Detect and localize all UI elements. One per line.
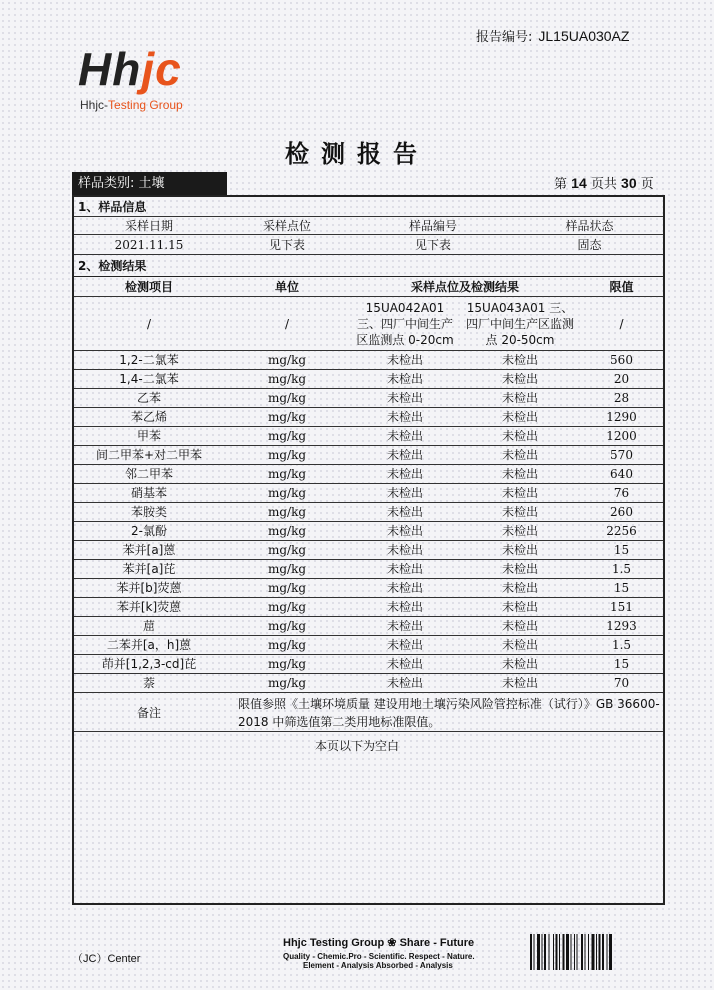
cell-unit: mg/kg	[267, 467, 307, 481]
cell-limit: 76	[613, 486, 630, 500]
cell-item: 苯胺类	[130, 505, 167, 519]
header-cell: 检测项目	[124, 279, 173, 294]
cell-limit: 640	[610, 467, 633, 481]
logo-jc: jc	[141, 43, 182, 95]
cell-item: 间二甲苯+对二甲苯	[95, 448, 203, 462]
cell-item: 䓛	[142, 619, 155, 633]
table-row	[74, 598, 663, 617]
cell-unit: mg/kg	[267, 562, 307, 576]
cell-r1: 未检出	[386, 486, 423, 500]
cell-r1: 未检出	[386, 429, 423, 443]
cell-limit: 260	[610, 505, 633, 519]
cell-r1: 未检出	[386, 372, 423, 386]
cell-item: 硝基苯	[130, 486, 167, 500]
page-mid: 页共	[590, 177, 617, 192]
cell-limit: 2256	[606, 524, 637, 538]
page-total: 30	[621, 175, 637, 191]
cell-r1: 未检出	[386, 619, 423, 633]
section-results	[74, 255, 663, 277]
subheader-cell: /	[619, 316, 624, 331]
cell-r1: 未检出	[386, 467, 423, 481]
cell-r1: 未检出	[386, 638, 423, 652]
cell-r1: 未检出	[386, 600, 423, 614]
report-number	[476, 26, 629, 45]
cell-unit: mg/kg	[267, 448, 307, 462]
cell-item: 苯并[a]芘	[122, 562, 176, 576]
page-title: 检测报告	[285, 140, 429, 168]
section-title: 1、样品信息	[78, 200, 147, 214]
note-label: 备注	[136, 705, 161, 720]
results-header-row	[74, 277, 663, 297]
cell-unit: mg/kg	[267, 391, 307, 405]
cell-r2: 未检出	[501, 543, 538, 557]
page-suffix: 页	[640, 177, 654, 192]
cell-r1: 未检出	[386, 353, 423, 367]
header-cell: 采样日期	[124, 218, 173, 233]
cell-r2: 未检出	[501, 505, 538, 519]
table-row	[74, 465, 663, 484]
header-cell: 单位	[274, 279, 299, 294]
cell-r1: 未检出	[386, 448, 423, 462]
table-row	[74, 408, 663, 427]
cell-unit: mg/kg	[267, 410, 307, 424]
table-row	[74, 655, 663, 674]
logo-sub-b: Testing Group	[108, 98, 183, 112]
cell-unit: mg/kg	[267, 657, 307, 671]
sample-info-header-row	[74, 217, 663, 235]
cell-limit: 1293	[606, 619, 637, 633]
table-row	[74, 560, 663, 579]
cell-r2: 未检出	[501, 581, 538, 595]
page-current: 14	[571, 175, 587, 191]
cell-unit: mg/kg	[267, 372, 307, 386]
table-row	[74, 522, 663, 541]
cell-limit: 151	[610, 600, 633, 614]
cell-unit: mg/kg	[267, 353, 307, 367]
cell-r1: 未检出	[386, 391, 423, 405]
subheader-cell: 15UA043A01 三、四厂中间生产区监测点 20-50cm	[466, 300, 575, 347]
table-row	[74, 427, 663, 446]
footer-brand: Hhjc Testing Group ❀ Share - Future	[283, 937, 475, 949]
cell-limit: 70	[613, 676, 630, 690]
table-row	[74, 674, 663, 693]
logo-subtitle	[80, 98, 183, 112]
logo-sub-a: Hhjc-	[80, 98, 109, 112]
sample-info-value-row	[74, 235, 663, 255]
company-logo	[78, 43, 182, 95]
table-row	[74, 541, 663, 560]
sample-category: 样品类别: 土壤	[72, 172, 227, 195]
cell-r1: 未检出	[386, 581, 423, 595]
footer-tagline-2: Element - Analysis Absorbed - Analysis	[303, 961, 453, 970]
cell-unit: mg/kg	[267, 505, 307, 519]
cell-r2: 未检出	[501, 429, 538, 443]
cell-r2: 未检出	[501, 638, 538, 652]
cell-r2: 未检出	[501, 467, 538, 481]
header-cell: 采样点位	[262, 218, 311, 233]
subheader-cell: /	[146, 316, 152, 331]
cell-r2: 未检出	[501, 391, 538, 405]
cell-limit: 1200	[606, 429, 637, 443]
cell-unit: mg/kg	[267, 486, 307, 500]
table-row	[74, 389, 663, 408]
report-number-label: 报告编号:	[476, 30, 533, 45]
cell-r2: 未检出	[501, 486, 538, 500]
cell-item: 苯乙烯	[130, 410, 167, 424]
table-row	[74, 370, 663, 389]
cell-item: 乙苯	[136, 391, 161, 405]
cell-item: 苯并[k]荧蒽	[116, 600, 182, 614]
value-cell: 2021.11.15	[114, 237, 184, 252]
cell-r1: 未检出	[386, 410, 423, 424]
value-cell: 见下表	[414, 237, 451, 252]
subheader-cell: /	[284, 316, 290, 331]
cell-r2: 未检出	[501, 676, 538, 690]
cell-item: 萘	[142, 676, 155, 690]
cell-r1: 未检出	[386, 505, 423, 519]
results-subheader-row	[74, 297, 663, 351]
cell-r2: 未检出	[501, 353, 538, 367]
cell-item: 邻二甲苯	[124, 467, 173, 481]
blank-below-notice: 本页以下为空白	[314, 739, 399, 753]
logo-hh: Hh	[78, 43, 142, 95]
cell-r2: 未检出	[501, 562, 538, 576]
cell-r2: 未检出	[501, 600, 538, 614]
footer-left-text: （JC）Center	[72, 953, 141, 965]
cell-item: 二苯并[a，h]蒽	[106, 638, 192, 652]
section-title: 2、检测结果	[78, 259, 147, 273]
page-prefix: 第	[554, 177, 568, 192]
cell-limit: 1.5	[611, 562, 632, 576]
table-row	[74, 446, 663, 465]
cell-item: 茚并[1,2,3-cd]芘	[101, 657, 197, 671]
cell-r2: 未检出	[501, 657, 538, 671]
cell-limit: 560	[610, 353, 633, 367]
cell-item: 苯并[b]荧蒽	[116, 581, 182, 595]
cell-r2: 未检出	[501, 372, 538, 386]
table-row	[74, 484, 663, 503]
cell-r1: 未检出	[386, 524, 423, 538]
cell-unit: mg/kg	[267, 543, 307, 557]
cell-limit: 15	[613, 543, 630, 557]
subheader-cell: 15UA042A01 三、四厂中间生产区监测点 0-20cm	[356, 300, 454, 347]
note-text: 限值参照《土壤环境质量 建设用地土壤污染风险管控标准（试行）》GB 36600-2018 中筛选值第二类用地标准限值。	[238, 696, 660, 729]
value-cell: 见下表	[268, 237, 305, 252]
cell-limit: 1290	[606, 410, 637, 424]
cell-limit: 1.5	[611, 638, 632, 652]
header-cell: 样品编号	[408, 218, 457, 233]
cell-r1: 未检出	[386, 676, 423, 690]
cell-r1: 未检出	[386, 657, 423, 671]
header-cell: 限值	[609, 279, 634, 294]
report-number-value: JL15UA030AZ	[538, 28, 630, 44]
report-table	[72, 195, 665, 905]
value-cell: 固态	[577, 237, 602, 252]
cell-unit: mg/kg	[267, 638, 307, 652]
cell-item: 2-氯酚	[131, 524, 167, 538]
cell-r2: 未检出	[501, 619, 538, 633]
header-cell: 采样点位及检测结果	[410, 279, 519, 294]
cell-unit: mg/kg	[267, 581, 307, 595]
cell-r2: 未检出	[501, 448, 538, 462]
page-count	[554, 173, 654, 192]
cell-item: 1,2-二氯苯	[119, 353, 179, 367]
table-row	[74, 579, 663, 598]
cell-r2: 未检出	[501, 524, 538, 538]
barcode-icon	[530, 934, 642, 970]
table-row	[74, 503, 663, 522]
footer-tagline-1: Quality - Chemic.Pro - Scientific. Respect - Nature.	[283, 952, 475, 961]
cell-item: 甲苯	[136, 429, 161, 443]
cell-limit: 15	[613, 657, 630, 671]
note-row	[74, 694, 663, 732]
table-row	[74, 351, 663, 370]
cell-r2: 未检出	[501, 410, 538, 424]
cell-unit: mg/kg	[267, 524, 307, 538]
cell-unit: mg/kg	[267, 429, 307, 443]
cell-limit: 570	[610, 448, 633, 462]
cell-unit: mg/kg	[267, 619, 307, 633]
table-row	[74, 617, 663, 636]
table-row	[74, 636, 663, 655]
cell-unit: mg/kg	[267, 676, 307, 690]
cell-limit: 15	[613, 581, 630, 595]
header-cell: 样品状态	[565, 218, 614, 233]
section-sample-info	[74, 197, 663, 217]
cell-unit: mg/kg	[267, 600, 307, 614]
cell-r1: 未检出	[386, 543, 423, 557]
cell-limit: 28	[613, 391, 630, 405]
cell-r1: 未检出	[386, 562, 423, 576]
cell-item: 1,4-二氯苯	[119, 372, 179, 386]
cell-item: 苯并[a]蒽	[122, 543, 176, 557]
cell-limit: 20	[613, 372, 630, 386]
